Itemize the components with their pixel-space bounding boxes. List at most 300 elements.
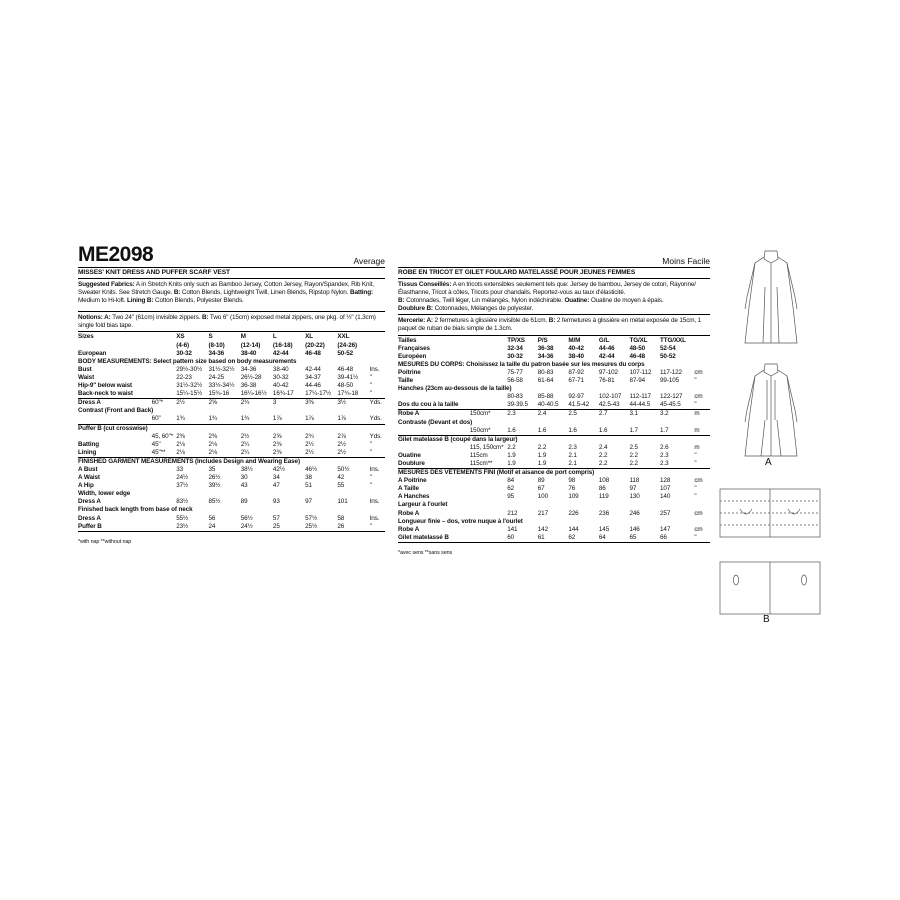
table-row: [78, 441, 385, 449]
row-label: Dress A: [78, 399, 152, 408]
value-cell: 39-39.5: [507, 401, 528, 409]
fabrics-b-label: B:: [173, 289, 181, 297]
value-cell: 35: [208, 465, 216, 473]
view-b-label: B: [763, 614, 770, 625]
value-cell: 34-36: [537, 352, 554, 360]
size-chart-table-fr: [398, 337, 710, 542]
value-cell: 1⅞: [272, 415, 282, 423]
table-row: [398, 361, 710, 369]
value-cell: 1¾: [176, 415, 185, 423]
value-cell: 1.6: [537, 426, 547, 434]
puffer-vest-b-drawing: [718, 485, 824, 541]
value-cell: 2½: [305, 448, 314, 456]
fabric-width-cell: 150cm*: [469, 426, 491, 434]
value-cell: 50-52: [337, 349, 353, 357]
value-cell: 2¼: [240, 440, 250, 448]
fabric-width-cell: [470, 477, 507, 485]
table-row: [78, 374, 385, 382]
row-label: Back-neck to waist: [78, 390, 133, 398]
unit-cell: [370, 350, 385, 358]
value-cell: 61: [537, 533, 545, 541]
section-heading: Hanches (23cm au-dessous de la taille): [398, 385, 512, 393]
value-cell: 76: [568, 485, 576, 493]
batting-text: Medium to Hi-loft.: [78, 297, 126, 305]
lining-label-fr: Doublure B:: [398, 305, 433, 313]
fabric-width-cell: [152, 498, 177, 506]
fabric-width-cell: [470, 353, 507, 361]
unit-cell: ": [694, 459, 697, 467]
table-rule: [78, 331, 385, 332]
notions-b-text: Two 6" (15cm) exposed metal zippers, one pkg. of ½" (1.3cm) single fold bias tape.: [78, 314, 376, 330]
fabrics-text: A in Stretch Knits only such as Bamboo Jersey, Cotton Jersey, Rayon/Spandex, Rib Knit, Sweater Knits. See Stretch Gauge.: [78, 281, 374, 297]
value-cell: 43: [240, 482, 248, 490]
value-cell: 2⅜: [272, 440, 282, 448]
value-cell: 46-48: [305, 349, 321, 357]
size-chart-table: [78, 333, 385, 530]
value-cell: 38: [305, 474, 312, 482]
value-cell: 31½-32½: [176, 382, 203, 390]
table-row: [78, 382, 385, 390]
value-cell: M: [240, 333, 246, 341]
value-cell: 42-44: [305, 365, 321, 373]
value-cell: 2½: [337, 440, 346, 448]
value-cell: 83½: [176, 498, 189, 506]
value-cell: 65: [629, 533, 637, 541]
table-row: [398, 419, 710, 427]
value-cell: 30: [240, 474, 248, 482]
value-cell: 57½: [305, 514, 318, 522]
fabric-width-cell: 60": [151, 415, 161, 423]
value-cell: 89: [240, 498, 248, 506]
section-heading: Width, lower edge: [78, 490, 131, 498]
row-label: Doublure: [398, 459, 425, 467]
row-label: Tailles: [398, 336, 417, 344]
notions-b-label: B:: [201, 314, 209, 322]
value-cell: 2.7: [599, 410, 630, 419]
value-cell: 97: [305, 498, 312, 506]
value-cell: 50½: [337, 465, 350, 473]
value-cell: 39½: [208, 482, 221, 490]
value-cell: 145: [598, 525, 610, 533]
table-row: [78, 523, 385, 531]
value-cell: 67: [537, 485, 545, 493]
table-rule-fr: [398, 335, 710, 336]
value-cell: 34-36: [240, 365, 257, 373]
value-cell: 46-48: [337, 365, 353, 373]
value-cell: 42: [337, 474, 345, 482]
row-label: A Hanches: [398, 493, 430, 501]
value-cell: 52-54: [660, 344, 676, 352]
row-label: European: [78, 349, 107, 357]
table-row: [398, 469, 710, 478]
section-heading: MESURES DES VÊTEMENTS FINI (Motif et aisance de port compris): [398, 469, 710, 478]
difficulty-level-fr: Moins Facile: [662, 256, 710, 266]
fabrics-label-fr: Tissus Conseillés:: [398, 281, 452, 288]
row-label: Robe A: [398, 509, 420, 517]
value-cell: 84: [507, 477, 515, 485]
value-cell: 24-25: [208, 373, 225, 381]
notions-rule-fr: [398, 314, 710, 315]
fabric-width-cell: [152, 390, 177, 399]
row-label: Waist: [78, 373, 95, 381]
value-cell: 33½-34½: [208, 382, 235, 390]
row-label: Hip-9" below waist: [78, 382, 133, 390]
value-cell: 58: [337, 514, 345, 522]
section-heading: Contrast (Front and Back): [78, 407, 154, 415]
value-cell: 61-64: [537, 377, 554, 385]
row-label: A Waist: [78, 474, 100, 482]
value-cell: 85-88: [537, 393, 554, 401]
value-cell: 26½: [208, 474, 221, 482]
value-cell: 1⅞: [305, 415, 314, 423]
table-bottom-rule: [78, 531, 385, 532]
row-label: A Hip: [78, 482, 94, 490]
value-cell: 257: [660, 509, 671, 517]
value-cell: 2¾: [305, 432, 314, 440]
fabric-width-cell: [152, 466, 177, 474]
value-cell: 107-112: [629, 368, 652, 376]
value-cell: 2.1: [568, 459, 577, 467]
value-cell: 2⅛: [208, 440, 218, 448]
table-row: [78, 424, 385, 433]
value-cell: 38½: [240, 465, 253, 473]
unit-cell: Ins.: [369, 365, 380, 373]
value-cell: 122-127: [660, 393, 683, 401]
value-cell: 217: [537, 509, 548, 517]
english-column: [78, 243, 385, 545]
row-label: [398, 427, 470, 436]
footnote-fr: *avec sens **sans sens: [398, 549, 453, 556]
row-label: Européen: [398, 352, 427, 360]
section-heading: Puffer B (cut crosswise): [78, 424, 385, 433]
fabric-width-cell: [470, 337, 507, 345]
value-cell: 2⅞: [337, 432, 346, 440]
fabric-width-cell: [470, 377, 507, 385]
table-row: [78, 433, 385, 441]
section-heading: Contraste (Devant et dos): [398, 418, 473, 426]
value-cell: 48-50: [629, 344, 646, 352]
value-cell: 24½: [240, 522, 253, 530]
fabric-width-cell: 150cm*: [470, 410, 507, 419]
table-row: [78, 466, 385, 474]
table-row: [398, 534, 710, 542]
unit-cell: ": [369, 474, 372, 482]
value-cell: 118: [629, 477, 640, 485]
row-label: [78, 342, 152, 350]
value-cell: 55: [337, 482, 345, 490]
value-cell: (24-26): [337, 341, 357, 349]
value-cell: 29½-30½: [176, 365, 203, 373]
value-cell: 44-46: [598, 344, 615, 352]
batting-label: Batting:: [349, 289, 373, 297]
fabrics-paragraph: [78, 281, 385, 305]
value-cell: 2¾: [241, 399, 273, 408]
value-cell: 2.2: [598, 459, 608, 467]
value-cell: 2⅝: [272, 432, 282, 440]
value-cell: (20-22): [305, 341, 325, 349]
value-cell: 3.1: [629, 410, 660, 419]
unit-cell: [694, 337, 710, 345]
value-cell: 1.9: [537, 451, 547, 459]
lining-text: Cotton Blends, Polyester Blends.: [155, 297, 244, 305]
value-cell: 16¾-17: [272, 390, 294, 398]
value-cell: (4-6): [176, 341, 190, 349]
notions-paragraph-fr: [398, 317, 710, 333]
notions-label-fr: Mercerie: A:: [398, 317, 433, 325]
value-cell: 236: [598, 509, 610, 517]
value-cell: 100: [537, 493, 548, 501]
unit-cell: ": [694, 377, 697, 385]
row-label: [78, 415, 152, 424]
table-row: [78, 482, 385, 490]
value-cell: 146: [629, 525, 640, 533]
notions-text-fr: 2 fermetures à glissière invisible de 61cm.: [434, 317, 548, 325]
value-cell: (12-14): [240, 341, 261, 349]
value-cell: 36-38: [240, 382, 257, 390]
value-cell: 119: [598, 493, 609, 501]
table-row: [398, 485, 710, 493]
value-cell: 26½-28: [240, 373, 262, 381]
value-cell: 98: [568, 477, 576, 485]
section-heading: Largeur à l'ourlet: [398, 501, 448, 509]
value-cell: 51: [305, 482, 312, 490]
value-cell: 40-42: [568, 344, 584, 352]
value-cell: 112-117: [629, 393, 651, 401]
value-cell: 24½: [176, 474, 189, 482]
value-cell: 30-32: [507, 352, 523, 360]
table-row: [78, 498, 385, 506]
unit-cell: Ins.: [369, 465, 380, 473]
table-row: [78, 399, 385, 408]
value-cell: 41.5-42: [568, 401, 589, 409]
value-cell: 1.7: [660, 426, 669, 434]
french-header: [398, 243, 710, 267]
section-heading: Gilet matelassé B (coupé dans la largeur): [398, 435, 710, 444]
value-cell: 1.6: [568, 426, 577, 434]
value-cell: 17¼-17½: [305, 390, 332, 398]
unit-cell: ": [694, 533, 697, 541]
fabric-width-cell: [470, 369, 507, 377]
fabric-width-cell: [152, 515, 177, 523]
unit-cell: m: [694, 443, 700, 451]
value-cell: 62: [568, 533, 576, 541]
value-cell: 46-48: [629, 352, 646, 360]
row-label: A Bust: [78, 465, 98, 473]
fabrics-text-fr: A en tricots extensibles seulement tels que: Jersey de bambou, Jersey de coton, Rayonne/Élasthanne, Tricot à côtes, Tricots pour chandails. Reportez-vous au taux d'élasticité.: [398, 281, 696, 297]
value-cell: 147: [660, 525, 671, 533]
value-cell: 2⅛: [176, 448, 185, 456]
value-cell: 85½: [208, 498, 221, 506]
value-cell: 2.4: [598, 443, 608, 451]
value-cell: 2⅛: [176, 440, 185, 448]
unit-cell: Ins.: [369, 514, 380, 522]
unit-cell: [694, 345, 710, 353]
value-cell: 2.1: [568, 451, 577, 459]
value-cell: 42-44: [598, 352, 615, 360]
unit-cell: ": [369, 482, 372, 490]
value-cell: 47: [272, 482, 280, 490]
fabric-width-cell: 115cm: [469, 451, 488, 459]
table-row: [398, 501, 710, 509]
unit-cell: ": [369, 373, 372, 381]
table-row: [398, 477, 710, 485]
value-cell: 1⅞: [337, 415, 346, 423]
value-cell: 144: [568, 525, 579, 533]
value-cell: 1¾: [240, 415, 250, 423]
unit-cell: ": [369, 522, 372, 530]
difficulty-level: Average: [353, 256, 385, 266]
value-cell: 89: [537, 477, 545, 485]
fabric-width-cell: [152, 523, 177, 531]
fabric-width-cell: [470, 534, 507, 542]
value-cell: 1.9: [507, 451, 516, 459]
batting-label-fr: Ouatine:: [564, 297, 590, 305]
value-cell: 36-38: [537, 344, 554, 352]
value-cell: 2.2: [537, 443, 547, 451]
value-cell: 92-97: [568, 393, 584, 401]
value-cell: 42-44: [272, 349, 289, 357]
row-label: Dress A: [78, 514, 101, 522]
value-cell: 25½: [305, 522, 318, 530]
notions-paragraph: [78, 314, 385, 330]
french-column: [398, 243, 710, 556]
value-cell: 2.3: [507, 410, 538, 419]
value-cell: 1¾: [208, 415, 218, 423]
value-cell: 45-45.5: [660, 401, 681, 409]
table-row: [398, 452, 710, 460]
value-cell: 30-32: [272, 373, 289, 381]
value-cell: TTG/XXL: [660, 336, 686, 344]
value-cell: 2.3: [660, 459, 669, 467]
value-cell: 97: [629, 485, 637, 493]
lining-text-fr: Cotonnades, Mélanges de polyester.: [434, 305, 534, 313]
table-row: [398, 393, 710, 401]
value-cell: XL: [305, 333, 314, 341]
value-cell: 48-50: [337, 382, 353, 390]
value-cell: 108: [598, 477, 610, 485]
value-cell: 34-36: [208, 349, 225, 357]
unit-cell: ": [694, 493, 697, 501]
row-label: Poitrine: [398, 368, 421, 376]
value-cell: (8-10): [208, 341, 225, 349]
value-cell: 26: [337, 522, 345, 530]
value-cell: 16¼-16½: [240, 390, 267, 398]
table-row: [78, 407, 385, 415]
table-row: [398, 518, 710, 526]
value-cell: 24: [208, 522, 216, 530]
value-cell: 2⅝: [208, 399, 240, 408]
value-cell: 32-34: [507, 344, 523, 352]
value-cell: 50-52: [660, 352, 676, 360]
value-cell: 130: [629, 493, 640, 501]
table-row: [398, 337, 710, 345]
fabric-width-cell: [470, 526, 507, 534]
table-row: [398, 493, 710, 501]
value-cell: 2¼: [240, 448, 250, 456]
table-row: [78, 358, 385, 366]
value-cell: 23½: [176, 522, 189, 530]
value-cell: 2½: [305, 440, 314, 448]
value-cell: 141: [507, 525, 518, 533]
unit-cell: ": [694, 401, 697, 409]
value-cell: XS: [176, 333, 185, 341]
unit-cell: ": [694, 485, 697, 493]
fabrics-paragraph-fr: [398, 281, 710, 313]
fabric-width-cell: [470, 485, 507, 493]
fabrics-b-text-fr: Cotonnades, Twill léger, Lin mélangés, Nylon indéchirable.: [406, 297, 563, 305]
unit-cell: ": [369, 440, 372, 448]
value-cell: 39-41½: [337, 373, 359, 381]
value-cell: 2.2: [598, 451, 608, 459]
value-cell: 56: [208, 514, 216, 522]
value-cell: 66: [660, 533, 667, 541]
row-label: Dos du cou à la taille: [398, 401, 459, 409]
title-rule-fr: [398, 278, 710, 279]
table-row: [78, 449, 385, 458]
fabrics-label: Suggested Fabrics:: [78, 281, 135, 288]
unit-cell: ": [694, 451, 697, 459]
value-cell: 1.7: [629, 426, 638, 434]
value-cell: 140: [660, 493, 671, 501]
table-row: [398, 401, 710, 410]
value-cell: 87-92: [568, 368, 584, 376]
row-label: Batting: [78, 440, 99, 448]
value-cell: 38-40: [272, 365, 289, 373]
fabric-width-cell: [470, 345, 507, 353]
table-row: [398, 353, 710, 361]
value-cell: 3½: [337, 399, 369, 408]
table-row: [398, 435, 710, 444]
value-cell: XXL: [337, 333, 350, 341]
notions-label: Notions: A:: [78, 314, 111, 322]
fabric-width-cell: 45"**: [151, 448, 166, 456]
value-cell: 46½: [305, 465, 318, 473]
value-cell: M/M: [568, 336, 581, 344]
value-cell: 2½: [176, 399, 208, 408]
batting-text-fr: Ouatine de moyen à épais.: [590, 297, 664, 305]
fabric-width-cell: [152, 333, 177, 341]
fabric-width-cell: [152, 366, 177, 374]
value-cell: 102-107: [598, 393, 622, 401]
notions-rule: [78, 311, 385, 312]
value-cell: 38-40: [568, 352, 584, 360]
value-cell: 33: [176, 465, 184, 473]
table-row: [78, 490, 385, 498]
fabric-width-cell: [470, 401, 507, 410]
table-row: [78, 333, 385, 341]
value-cell: (16-18): [272, 341, 293, 349]
table-row: [398, 427, 710, 436]
row-label: [398, 393, 470, 401]
value-cell: 99-105: [660, 377, 680, 385]
value-cell: 1.9: [537, 459, 547, 467]
table-row: [398, 460, 710, 469]
fabric-width-cell: 60"*: [152, 399, 177, 408]
value-cell: 246: [629, 509, 640, 517]
pattern-code: ME2098: [78, 243, 154, 266]
row-label: Gilet matelassé B: [398, 533, 449, 541]
lining-label: Lining B:: [127, 297, 154, 305]
fabrics-b-text: Cotton Blends, Lightweight Twill, Linen Blends, Ripstop Nylon.: [181, 289, 349, 297]
value-cell: 142: [537, 525, 548, 533]
unit-cell: m: [694, 410, 710, 419]
view-a-label: A: [765, 457, 772, 468]
value-cell: 2⅜: [176, 432, 185, 440]
table-row: [398, 526, 710, 534]
value-cell: 25: [272, 522, 280, 530]
value-cell: 2½: [337, 448, 346, 456]
fabric-width-cell: [152, 350, 177, 358]
